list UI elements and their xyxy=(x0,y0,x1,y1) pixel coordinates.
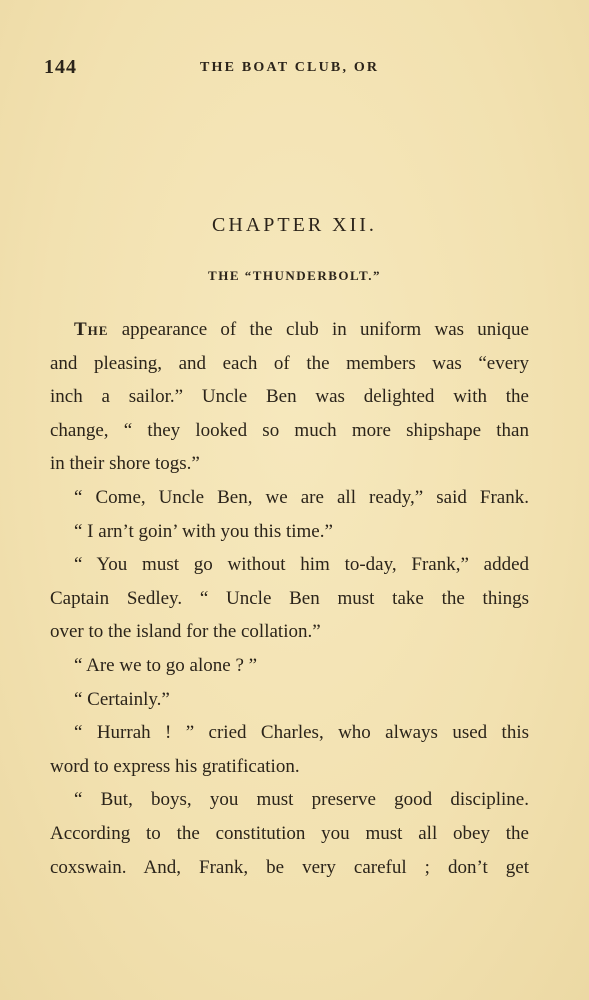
line-text: appearance of the club in uniform was unique xyxy=(108,319,529,340)
line-text: According to the constitution you must all obey the xyxy=(50,822,529,844)
page-number: 144 xyxy=(44,56,77,78)
paragraph-lead-word: The xyxy=(74,319,109,340)
line-text: coxswain. And, Frank, be very careful ; don’t get xyxy=(50,856,529,878)
body-text xyxy=(50,313,529,884)
running-head: THE BOAT CLUB, OR xyxy=(200,60,380,75)
line-text: in their shore togs.” xyxy=(50,453,200,475)
text-line xyxy=(50,783,529,817)
line-text: change, “ they looked so much more shipshape than xyxy=(50,419,529,441)
text-line xyxy=(50,683,529,717)
text-line xyxy=(50,615,529,649)
text-line xyxy=(50,447,529,481)
line-text: “ Come, Uncle Ben, we are all ready,” said Frank. xyxy=(74,486,529,508)
chapter-subtitle: THE “THUNDERBOLT.” xyxy=(208,268,381,283)
line-text: word to express his gratification. xyxy=(50,755,300,777)
line-text: and pleasing, and each of the members was “every xyxy=(50,352,529,374)
line-text: “ But, boys, you must preserve good discipline. xyxy=(74,789,529,811)
text-line xyxy=(50,347,529,381)
text-line xyxy=(50,817,529,851)
text-line xyxy=(50,649,529,683)
line-text: “ You must go without him to-day, Frank,” added xyxy=(74,554,529,576)
text-line xyxy=(50,750,529,784)
text-line xyxy=(50,548,529,582)
line-text: Captain Sedley. “ Uncle Ben must take the things xyxy=(50,587,529,609)
line-text: “ I arn’t goin’ with you this time.” xyxy=(74,520,333,542)
text-line xyxy=(50,313,529,347)
line-text: over to the island for the collation.” xyxy=(50,621,321,643)
line-text: “ Certainly.” xyxy=(74,688,170,710)
text-line xyxy=(50,582,529,616)
chapter-title: CHAPTER XII. xyxy=(212,214,377,236)
text-line xyxy=(50,515,529,549)
text-line xyxy=(50,380,529,414)
line-text: “ Are we to go alone ? ” xyxy=(74,654,258,676)
text-line xyxy=(50,481,529,515)
line-text: inch a sailor.” Uncle Ben was delighted with the xyxy=(50,386,529,408)
text-line xyxy=(50,851,529,885)
text-line xyxy=(50,716,529,750)
text-line xyxy=(50,414,529,448)
page-header xyxy=(0,56,589,84)
line-text: “ Hurrah ! ” cried Charles, who always used this xyxy=(74,722,529,744)
